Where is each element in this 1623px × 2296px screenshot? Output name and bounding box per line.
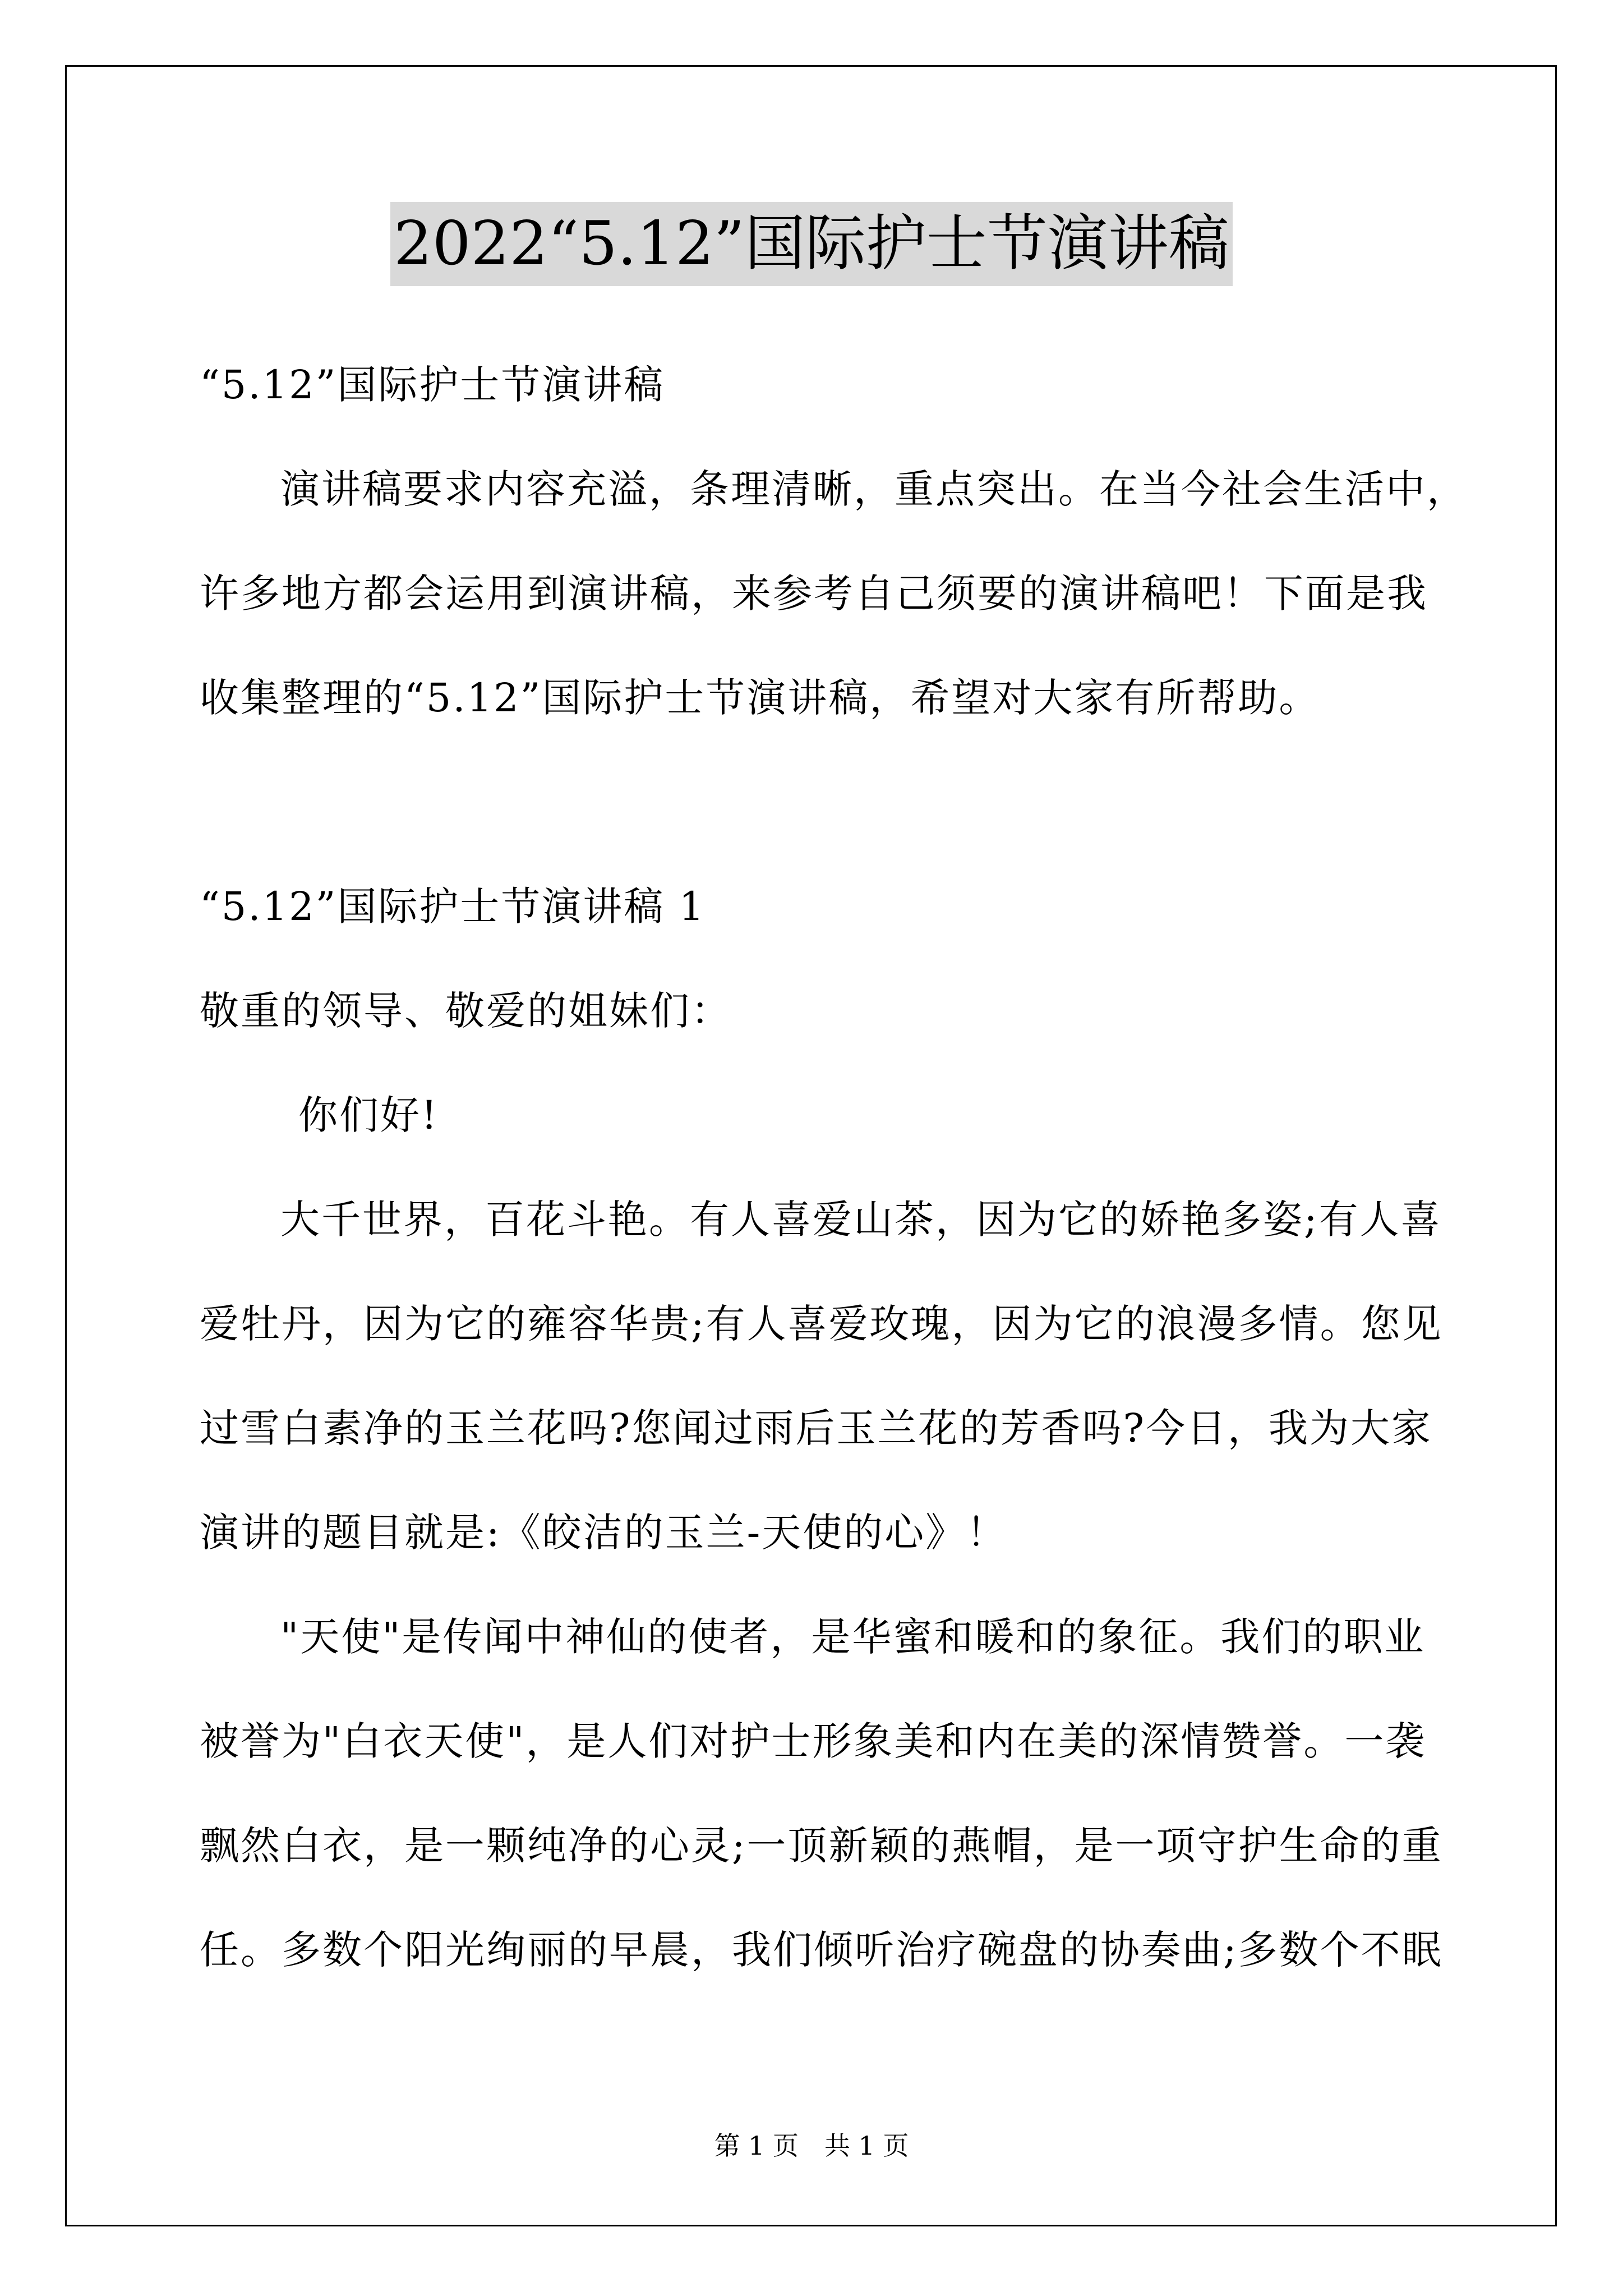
paragraph2-line-4: 任。多数个阳光绚丽的早晨，我们倾听治疗碗盘的协奏曲;多数个不眠 (200, 1927, 1443, 1973)
paragraph2-line-2: 被誉为"白衣天使"，是人们对护士形象美和内在美的深情赞誉。一袭 (200, 1718, 1427, 1764)
paragraph1-line-3: 过雪白素净的玉兰花吗?您闻过雨后玉兰花的芳香吗?今日，我为大家 (200, 1405, 1433, 1451)
paragraph1-line-2: 爱牡丹，因为它的雍容华贵;有人喜爱玫瑰，因为它的浪漫多情。您见 (200, 1301, 1443, 1347)
greeting: 你们好! (298, 1092, 439, 1138)
salutation: 敬重的领导、敬爱的姐妹们： (200, 988, 732, 1034)
intro-line-1: 演讲稿要求内容充溢，条理清晰，重点突出。在当今社会生活中， (280, 466, 1468, 512)
section-heading: “5.12”国际护士节演讲稿 1 (200, 884, 706, 930)
paragraph1-line-1: 大千世界，百花斗艳。有人喜爱山茶，因为它的娇艳多姿;有人喜 (280, 1197, 1442, 1243)
document-title: 2022“5.12”国际护士节演讲稿 (390, 202, 1233, 286)
intro-line-2: 许多地方都会运用到演讲稿，来参考自己须要的演讲稿吧！下面是我 (200, 570, 1428, 616)
paragraph2-line-3: 飘然白衣，是一颗纯净的心灵;一顶新颖的燕帽，是一项守护生命的重 (200, 1823, 1443, 1869)
page-footer: 第 1 页 共 1 页 (714, 2131, 909, 2161)
document-subtitle: “5.12”国际护士节演讲稿 (200, 362, 665, 408)
paragraph2-line-1: "天使"是传闻中神仙的使者，是华蜜和暖和的象征。我们的职业 (280, 1614, 1426, 1660)
document-title-block (0, 202, 1623, 286)
paragraph1-line-4: 演讲的题目就是:《皎洁的玉兰-天使的心》！ (200, 1510, 1008, 1556)
intro-line-3: 收集整理的“5.12”国际护士节演讲稿，希望对大家有所帮助。 (200, 675, 1320, 721)
